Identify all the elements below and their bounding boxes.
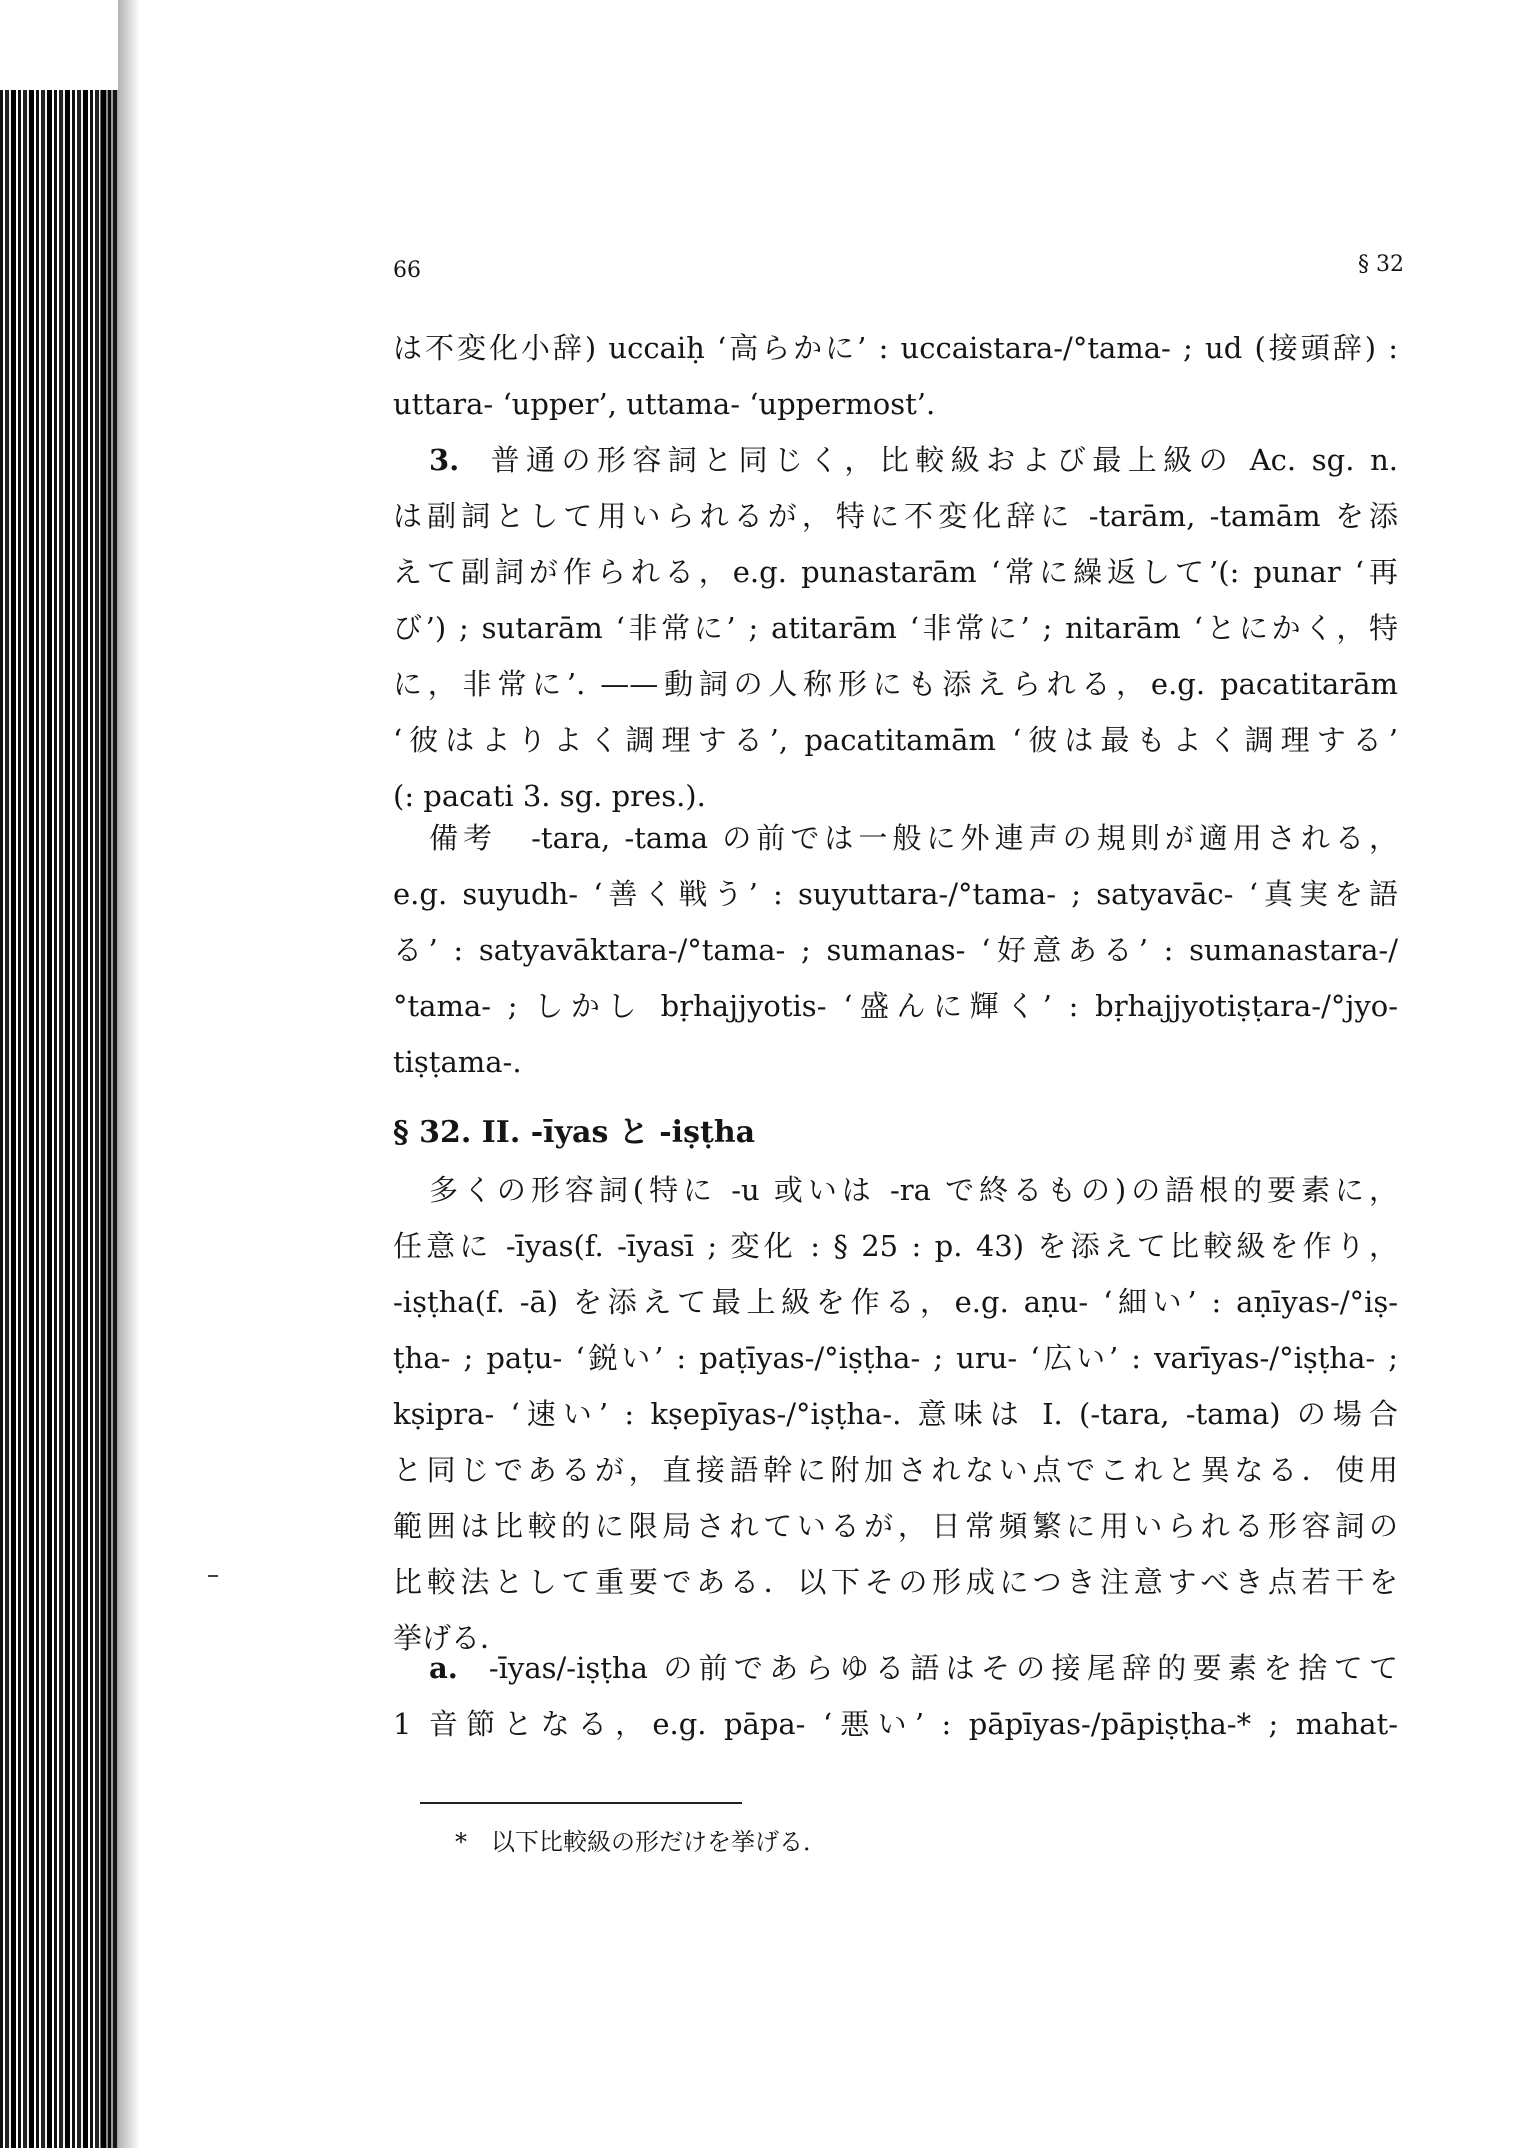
- text-line: -īyas/-iṣṭha の前であらゆる語はその接尾辞的要素を捨てて: [488, 1651, 1398, 1685]
- running-section-header: § 32: [1358, 252, 1404, 277]
- footnote: * 以下比較級の形だけを挙げる．: [455, 1828, 827, 1856]
- paragraph-first-line: [393, 432, 1398, 488]
- paragraph-a: [393, 1640, 1398, 1752]
- paragraph-label: a.: [429, 1651, 458, 1685]
- paragraph-first-line: [393, 1640, 1398, 1696]
- text-line: ‘彼はよりよく調理する’, pacatitamām ‘彼は最もよく調理する’: [393, 723, 1398, 757]
- text-line: る’ : satyavāktara-/°tama- ; sumanas- ‘好意ある’ : sumanastara-/: [393, 933, 1398, 967]
- section-32: [393, 1104, 1398, 1666]
- text-line: 普通の形容詞と同じく，比較級および最上級の Ac. sg. n.: [490, 443, 1399, 477]
- footnote-rule: [420, 1802, 742, 1804]
- paragraph-number: 3.: [429, 443, 460, 477]
- page-number: 66: [393, 258, 421, 283]
- text-line: e.g. suyudh- ‘善く戦う’ : suyuttara-/°tama- ; satyavāc- ‘真実を語: [393, 877, 1398, 911]
- text-line: 比較法として重要である．以下その形成につき注意すべき点若干を: [393, 1565, 1398, 1599]
- text-line: に，非常に’. ——動詞の人称形にも添えられる，e.g. pacatitarām: [393, 667, 1398, 701]
- spine-gradient: [100, 0, 140, 2148]
- text-line: 任意に -īyas(f. -īyasī ; 変化 : § 25 : p. 43) を添えて比較級を作り，: [393, 1229, 1398, 1263]
- text-line: °tama- ; しかし bṛhajjyotis- ‘盛んに輝く’ : bṛhajjyotiṣṭara-/°jyo-: [393, 989, 1398, 1023]
- spine-top-margin: [0, 0, 118, 90]
- margin-mark: [208, 1575, 218, 1577]
- section-heading: § 32. II. -īyas と -iṣṭha: [393, 1115, 756, 1150]
- text-line: 挙げる．: [393, 1621, 510, 1655]
- text-line: (: pacati 3. sg. pres.).: [393, 779, 706, 813]
- text-line: kṣipra- ‘速い’ : kṣepīyas-/°iṣṭha-. 意味は I. (-tara, -tama) の場合: [393, 1397, 1398, 1431]
- text-line: び’) ; sutarām ‘非常に’ ; atitarām ‘非常に’ ; nitarām ‘とにかく，特: [393, 611, 1398, 645]
- text-line: ṭha- ; paṭu- ‘鋭い’ : paṭīyas-/°iṣṭha- ; uru- ‘広い’ : varīyas-/°iṣṭha- ;: [393, 1341, 1398, 1375]
- text-line: は不変化小辞) uccaiḥ ‘高らかに’ : uccaistara-/°tama- ; ud (接頭辞) :: [393, 331, 1398, 365]
- text-line: と同じであるが，直接語幹に附加されない点でこれと異なる．使用: [393, 1453, 1398, 1487]
- text-line: 範囲は比較的に限局されているが，日常頻繁に用いられる形容詞の: [393, 1509, 1398, 1543]
- note-block: [393, 810, 1398, 1090]
- text-line: tiṣṭama-.: [393, 1045, 522, 1079]
- text-line: uttara- ‘upper’, uttama- ‘uppermost’.: [393, 387, 936, 421]
- paragraph-3: [393, 432, 1398, 824]
- continuation-paragraph: [393, 320, 1398, 432]
- text-line: 多くの形容詞(特に -u 或いは -ra で終るもの)の語根的要素に，: [429, 1173, 1398, 1207]
- note-first-line: 備考 -tara, -tama の前では一般に外連声の規則が適用される，: [429, 821, 1398, 855]
- text-line: -iṣṭha(f. -ā) を添えて最上級を作る，e.g. aṇu- ‘細い’ : aṇīyas-/°iṣ-: [393, 1285, 1398, 1319]
- text-line: えて副詞が作られる，e.g. punastarām ‘常に繰返して’(: punar ‘再: [393, 555, 1398, 589]
- text-line: 1 音節となる，e.g. pāpa- ‘悪い’ : pāpīyas-/pāpiṣṭha-* ; mahat-: [393, 1707, 1398, 1741]
- text-line: は副詞として用いられるが，特に不変化辞に -tarām, -tamām を添: [393, 499, 1398, 533]
